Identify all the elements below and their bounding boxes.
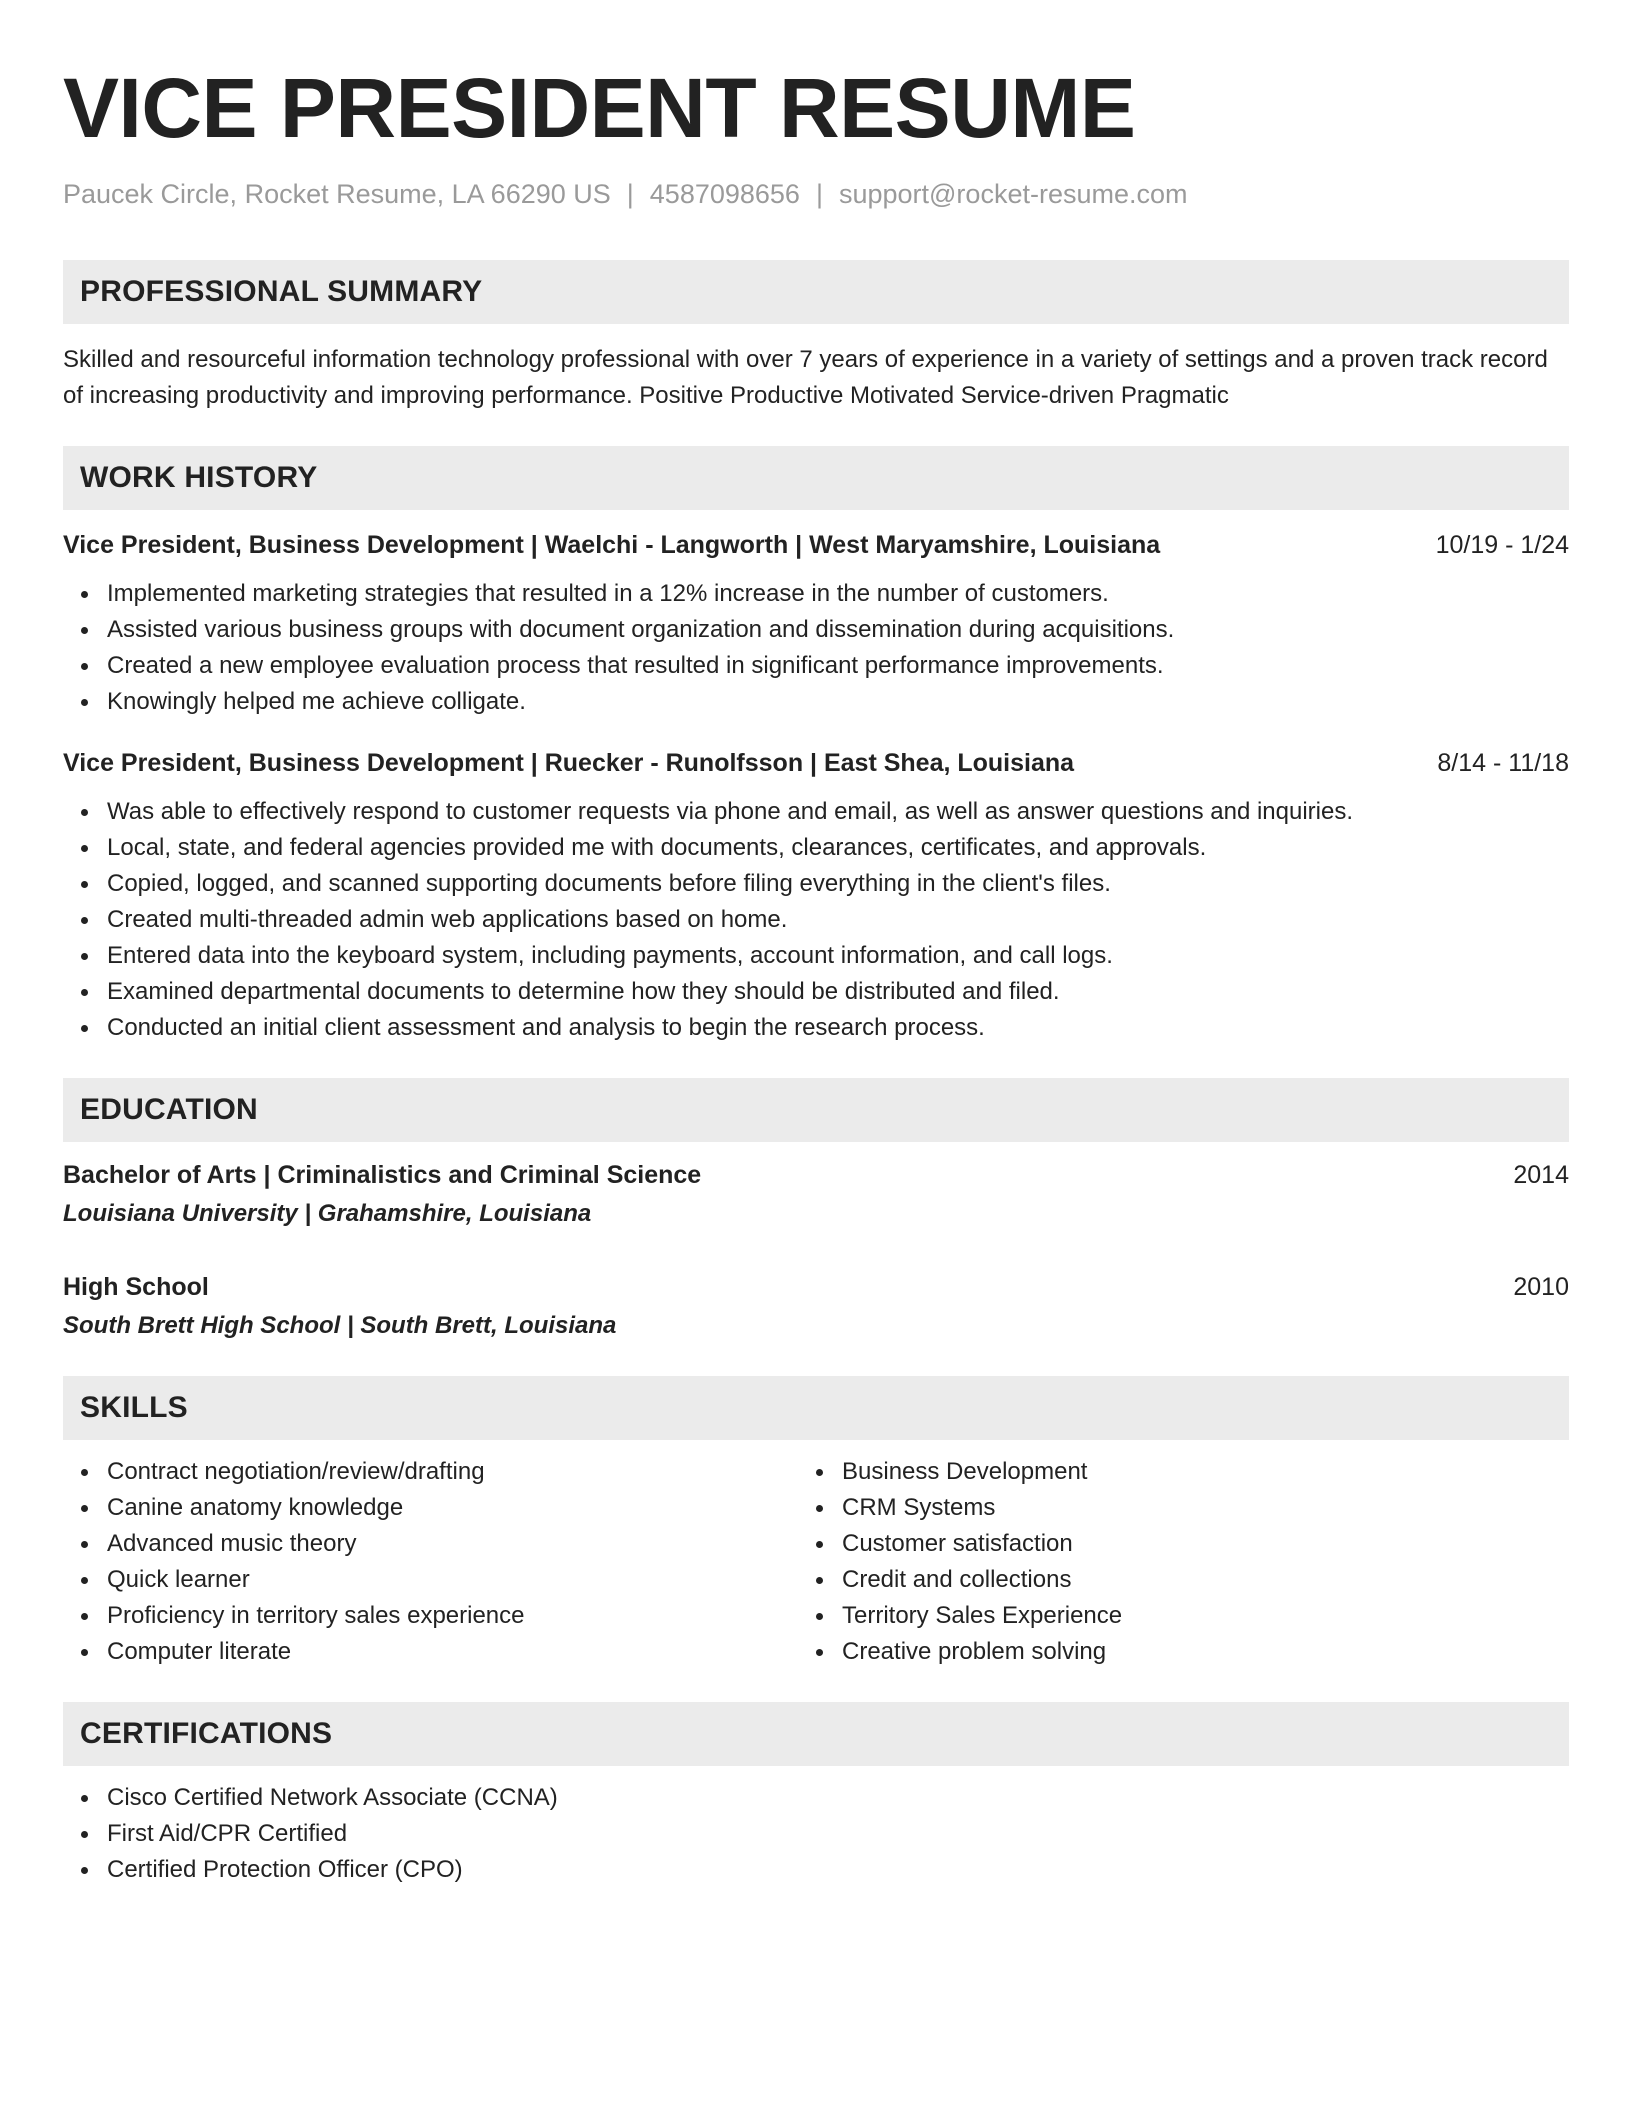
skill-item: Advanced music theory bbox=[63, 1526, 798, 1562]
education-year: 2010 bbox=[1513, 1273, 1569, 1302]
education-entry bbox=[63, 1270, 1569, 1344]
certification-item: Cisco Certified Network Associate (CCNA) bbox=[63, 1780, 1569, 1816]
certifications-list bbox=[63, 1780, 1569, 1888]
job-dates: 10/19 - 1/24 bbox=[1435, 531, 1569, 560]
skill-item: Canine anatomy knowledge bbox=[63, 1490, 798, 1526]
job-title-row bbox=[63, 746, 1569, 780]
contact-phone: 4587098656 bbox=[649, 179, 800, 209]
education-school: South Brett High School | South Brett, Louisiana bbox=[63, 1312, 617, 1340]
job-bullet: Created multi-threaded admin web applications based on home. bbox=[63, 902, 1569, 938]
job-bullet: Examined departmental documents to determine how they should be distributed and filed. bbox=[63, 974, 1569, 1010]
job-bullet: Copied, logged, and scanned supporting documents before filing everything in the client's files. bbox=[63, 866, 1569, 902]
job-dates: 8/14 - 11/18 bbox=[1437, 749, 1569, 778]
contact-line bbox=[63, 178, 1569, 210]
contact-address: Paucek Circle, Rocket Resume, LA 66290 US bbox=[63, 179, 611, 209]
education-entry bbox=[63, 1158, 1569, 1232]
skills-list bbox=[798, 1454, 1533, 1670]
job-bullets bbox=[63, 794, 1569, 1046]
section-header-skills: SKILLS bbox=[63, 1376, 1569, 1440]
certification-item: Certified Protection Officer (CPO) bbox=[63, 1852, 1569, 1888]
section-header-summary: PROFESSIONAL SUMMARY bbox=[63, 260, 1569, 324]
job-entry bbox=[63, 528, 1569, 720]
education-degree: High School bbox=[63, 1273, 209, 1302]
contact-separator: | bbox=[815, 179, 823, 209]
contact-separator: | bbox=[626, 179, 634, 209]
job-bullet: Knowingly helped me achieve colligate. bbox=[63, 684, 1569, 720]
skill-item: Credit and collections bbox=[798, 1562, 1533, 1598]
job-title: Vice President, Business Development | Ruecker - Runolfsson | East Shea, Louisiana bbox=[63, 749, 1075, 778]
certification-item: First Aid/CPR Certified bbox=[63, 1816, 1569, 1852]
education-year: 2014 bbox=[1513, 1161, 1569, 1190]
skill-item: Contract negotiation/review/drafting bbox=[63, 1454, 798, 1490]
skill-item: Territory Sales Experience bbox=[798, 1598, 1533, 1634]
education-row bbox=[63, 1270, 1569, 1304]
skills-list bbox=[63, 1454, 798, 1670]
job-bullet: Implemented marketing strategies that resulted in a 12% increase in the number of customers. bbox=[63, 576, 1569, 612]
summary-text: Skilled and resourceful information technology professional with over 7 years of experience in a variety of settings and a proven track record of increasing productivity and improving performance. Positive Productive Motivated Service-driven Pragmatic bbox=[63, 346, 1548, 410]
job-bullet: Created a new employee evaluation process that resulted in significant performance improvements. bbox=[63, 648, 1569, 684]
skill-item: Quick learner bbox=[63, 1562, 798, 1598]
section-header-education: EDUCATION bbox=[63, 1078, 1569, 1142]
job-bullet: Was able to effectively respond to customer requests via phone and email, as well as answer questions and inquiries. bbox=[63, 794, 1569, 830]
education-school: Louisiana University | Grahamshire, Louisiana bbox=[63, 1200, 592, 1228]
skill-item: CRM Systems bbox=[798, 1490, 1533, 1526]
job-entry bbox=[63, 746, 1569, 1046]
job-bullets bbox=[63, 576, 1569, 720]
section-header-certifications: CERTIFICATIONS bbox=[63, 1702, 1569, 1766]
skills-grid bbox=[63, 1454, 1569, 1670]
skill-item: Computer literate bbox=[63, 1634, 798, 1670]
job-bullet: Conducted an initial client assessment and analysis to begin the research process. bbox=[63, 1010, 1569, 1046]
skills-column-right bbox=[798, 1454, 1533, 1670]
section-header-work-history: WORK HISTORY bbox=[63, 446, 1569, 510]
skill-item: Creative problem solving bbox=[798, 1634, 1533, 1670]
job-title-row bbox=[63, 528, 1569, 562]
education-row bbox=[63, 1158, 1569, 1192]
job-bullet: Entered data into the keyboard system, including payments, account information, and call logs. bbox=[63, 938, 1569, 974]
skill-item: Business Development bbox=[798, 1454, 1533, 1490]
education-degree: Bachelor of Arts | Criminalistics and Criminal Science bbox=[63, 1161, 702, 1190]
job-bullet: Local, state, and federal agencies provided me with documents, clearances, certificates, and approvals. bbox=[63, 830, 1569, 866]
skills-column-left bbox=[63, 1454, 798, 1670]
skill-item: Proficiency in territory sales experience bbox=[63, 1598, 798, 1634]
skill-item: Customer satisfaction bbox=[798, 1526, 1533, 1562]
job-title: Vice President, Business Development | Waelchi - Langworth | West Maryamshire, Louisiana bbox=[63, 531, 1161, 560]
resume-title: VICE PRESIDENT RESUME bbox=[63, 61, 1136, 155]
contact-email: support@rocket-resume.com bbox=[838, 179, 1188, 209]
job-bullet: Assisted various business groups with document organization and dissemination during acquisitions. bbox=[63, 612, 1569, 648]
